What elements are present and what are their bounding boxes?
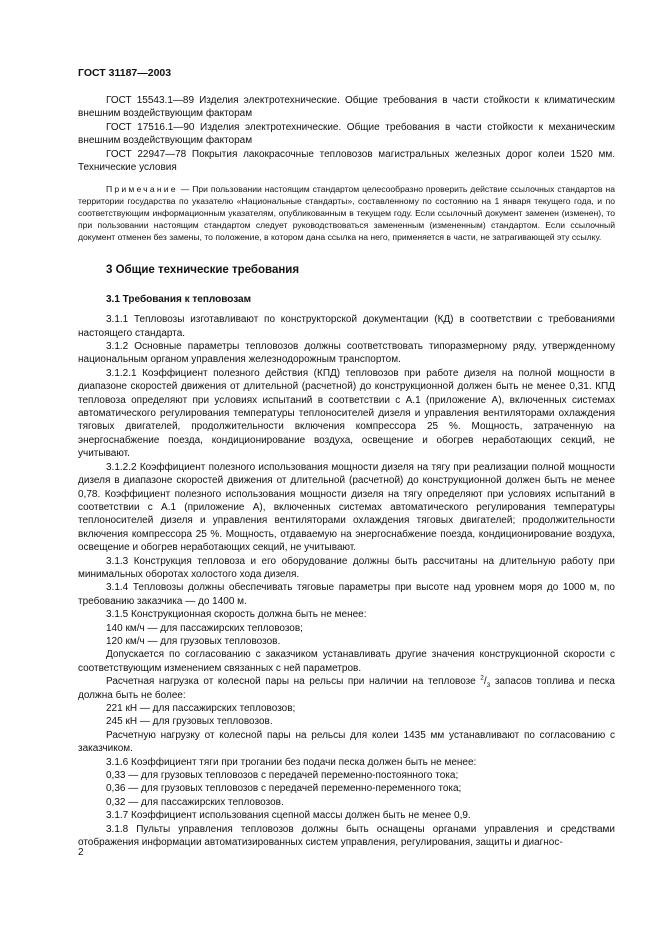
paragraph: 3.1.6 Коэффициент тяги при трогании без подачи песка должен быть не менее: — [106, 756, 477, 768]
fraction-denominator: 3 — [486, 682, 491, 690]
axle-load-text: Расчетная нагрузка от колесной пары на рельсы при наличии на тепловозе — [106, 676, 481, 688]
paragraph: 3.1.5 Конструкционная скорость должна быть не менее: — [106, 609, 367, 621]
document-body — [78, 94, 615, 849]
paragraph: 221 кН — для пассажирских тепловозов; — [106, 703, 296, 715]
paragraph: 140 км/ч — для пассажирских тепловозов; — [106, 622, 303, 634]
section-title: 3 Общие технические требования — [106, 264, 300, 277]
axle-load-paragraph — [78, 675, 615, 702]
paragraph: 3.1.1 Тепловозы изготавливают по конструкторской документации (КД) в соответствии с требованиями настоящего стандарта. — [78, 314, 615, 339]
paragraph: Допускается по согласованию с заказчиком устанавливать другие значения конструкционной скорости с соответствующим изменением связанных с ней параметров. — [78, 649, 615, 674]
page-number: 2 — [78, 847, 84, 858]
paragraph: 0,36 — для грузовых тепловозов с передачей переменно-переменного тока; — [106, 783, 462, 795]
reference-item: ГОСТ 17516.1—90 Изделия электротехнические. Общие требования в части стойкости к механическим внешним воздействующим факторам — [78, 121, 615, 147]
note-label: Примечание — [106, 184, 178, 195]
axle-load-text-end: запасов топлива и песка должна быть не более: — [78, 676, 615, 701]
paragraph: 0,33 — для грузовых тепловозов с передачей переменно-постоянного тока; — [106, 770, 459, 782]
paragraph: 3.1.2.2 Коэффициент полезного использования мощности дизеля на тягу при реализации полной мощности дизеля в диапазоне скоростей движения от длительной (расчетной) до конструкционной должен быть не менее 0,78. Коэффициент полезного использования мощности дизеля на тягу определяют при условиях испытаний в соответствии с А.1 (приложение А), включенных системах автоматического регулирования температуры теплоносителей дизеля и управления вентиляторами охлаждения тяговых двигателей; продолжительности включения компрессора 25 %. Мощность, отдаваемую на энергоснабжение поезда, кондиционирование воздуха, освещение и обогрев неработающих секций, не учитывают. — [78, 461, 615, 554]
paragraph: 0,32 — для пассажирских тепловозов. — [106, 796, 284, 808]
reference-item: ГОСТ 22947—78 Покрытия лакокрасочные тепловозов магистральных железных дорог колеи 1520 мм. Технические условия — [78, 148, 615, 174]
paragraph: 3.1.4 Тепловозы должны обеспечивать тяговые параметры при высоте над уровнем моря до 1000 м, по требованию заказчика — до 1400 м. — [78, 582, 615, 607]
subsection-title: 3.1 Требования к тепловозам — [106, 293, 252, 305]
paragraph: 3.1.2.1 Коэффициент полезного действия (КПД) тепловозов при работе дизеля на полной мощности в диапазоне скоростей движения от длительной (расчетной) до конструкционной должен быть не менее 0,31. КПД тепловоза определяют при условиях испытаний в соответствии с А.1 (приложение А), включенных системах автоматического регулирования температуры теплоносителей дизеля и управления вентиляторами охлаждения тяговых двигателей, продолжительности включения компрессора 25 %. Мощность, затраченную на энергоснабжение поезда, кондиционирование воздуха, освещение и обогрев неработающих секций, не учитывают. — [78, 367, 615, 460]
paragraph: Расчетную нагрузку от колесной пары на рельсы для колеи 1435 мм устанавливают по согласованию с заказчиком. — [78, 729, 615, 755]
fraction-slash: / — [483, 676, 487, 688]
paragraph: 3.1.2 Основные параметры тепловозов должны соответствовать типоразмерному ряду, утвержденному национальным органом управления железнодорожным транспортом. — [78, 341, 615, 366]
paragraph: 3.1.8 Пульты управления тепловозов должны быть оснащены органами управления и средствами отображения информации автоматизированных систем управления, регулирования, защиты и диагнос- — [78, 823, 615, 849]
fraction-numerator: 2 — [480, 674, 484, 682]
note-paragraph — [78, 184, 615, 243]
note-text: — При пользовании настоящим стандартом целесообразно проверить действие ссылочных стандартов на территории государства по указателю «Национальные стандарты», составленному по состоянию на 1 января текущего года, и по соответствующим информационным указателям, опубликованным в текущем году. Если ссылочный документ заменен (изменен), то при пользовании настоящим стандартом следует руководствоваться замененным (измененным) стандартом. Если ссылочный документ отменен без замены, то положение, в котором дана ссылка на него, применяется в части, не затрагивающей эту ссылку. — [78, 184, 615, 242]
reference-item: ГОСТ 15543.1—89 Изделия электротехнические. Общие требования в части стойкости к климатическим внешним воздействующим факторам — [78, 95, 615, 120]
paragraph: 3.1.3 Конструкция тепловоза и его оборудование должны быть рассчитаны на длительную работу при минимальных оборотах холостого хода дизеля. — [78, 555, 615, 580]
paragraph: 120 км/ч — для грузовых тепловозов. — [106, 635, 281, 647]
paragraph: 3.1.7 Коэффициент использования сцепной массы должен быть не менее 0,9. — [106, 810, 471, 822]
paragraph: 245 кН — для грузовых тепловозов. — [106, 716, 273, 728]
document-header: ГОСТ 31187—2003 — [78, 67, 172, 79]
